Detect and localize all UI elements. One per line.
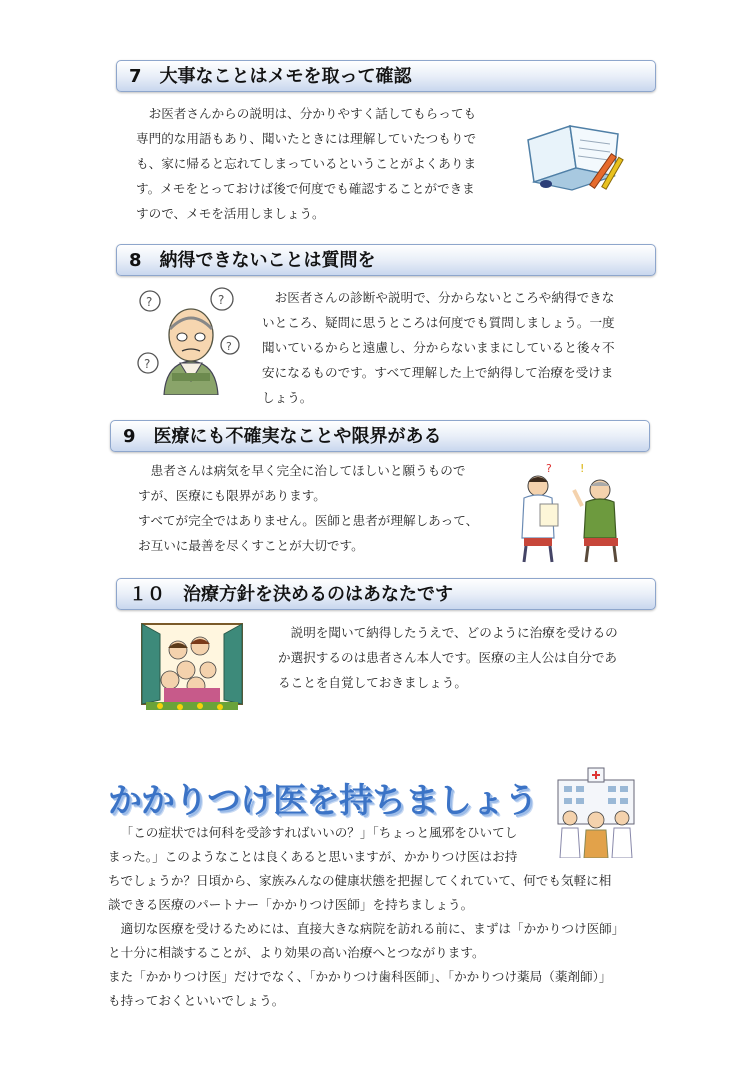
text-line: 談できる医療のパートナー「かかりつけ医師」を持ちましょう。 [108, 897, 474, 912]
text-line: 説明を聞いて納得したうえで、どのように治療を受けるの [290, 625, 618, 640]
kakaritsuke-text [108, 821, 642, 1013]
text-line: また「かかりつけ医」だけでなく、「かかりつけ歯科医師」、「かかりつけ薬局（薬剤師）」 [108, 969, 612, 984]
text-line: しょう。 [262, 390, 313, 405]
text-line: いところ、疑問に思うところは何度でも質問しましょう。一度 [262, 315, 615, 330]
svg-text:?: ? [226, 340, 232, 353]
text-line: か選択するのは患者さん本人です。医療の主人公は自分であ [278, 650, 618, 665]
text-line: すべてが完全ではありません。医師と患者が理解しあって、 [138, 513, 479, 528]
text-line: 聞いているからと遠慮し、分からないままにしていると後々不 [262, 340, 615, 355]
section-number: 8 [129, 250, 142, 271]
text-line: すが、医療にも限界があります。 [138, 488, 326, 503]
section-9-text [138, 458, 504, 558]
svg-text:?: ? [218, 293, 225, 307]
text-line: お医者さんの診断や説明で、分からないところや納得できな [274, 290, 615, 305]
section-title: 大事なことはメモを取って確認 [159, 66, 412, 87]
section-number: 9 [123, 426, 136, 447]
section-10-text [278, 620, 638, 695]
doctor-and-patient-icon [512, 460, 630, 564]
section-7-text [136, 101, 498, 226]
text-line: まった。」このようなことは良くあると思いますが、かかりつけ医はお持 [108, 849, 518, 864]
kakaritsuke-title: かかりつけ医を持ちましょう [108, 781, 537, 821]
section-7-header [116, 60, 656, 92]
section-title: 納得できないことは質問を [159, 250, 376, 271]
svg-text:?: ? [546, 462, 552, 475]
text-line: す。メモをとっておけば後で何度でも確認することができま [136, 181, 475, 196]
text-line: も、家に帰ると忘れてしまっているということがよくありま [136, 156, 477, 171]
text-line: すので、メモを活用しましょう。 [136, 206, 325, 221]
section-9-header [110, 420, 650, 452]
confused-elderly-man-icon [136, 285, 246, 395]
text-line: 「この症状では何科を受診すればいいの？」「ちょっと風邪をひいてし [120, 825, 518, 840]
text-line: 適切な医療を受けるためには、直接大きな病院を訪れる前に、まずは「かかりつけ医師」 [120, 921, 625, 936]
section-title: 医療にも不確実なことや限界がある [153, 426, 442, 447]
svg-text:?: ? [144, 357, 151, 371]
text-line: も持っておくといいでしょう。 [108, 993, 285, 1008]
text-line: ちでしょうか？日頃から、家族みんなの健康状態を把握してくれていて、何でも気軽に相 [108, 873, 612, 888]
text-line: お互いに最善を尽くすことが大切です。 [138, 538, 364, 553]
section-number: 7 [129, 66, 142, 87]
section-number: １０ [129, 584, 165, 605]
notebook-pencil-icon [522, 112, 630, 194]
family-at-window-icon [140, 620, 244, 714]
svg-text:?: ? [146, 295, 153, 309]
text-line: 安になるものです。すべて理解した上で納得して治療を受けま [262, 365, 614, 380]
section-8-text [262, 285, 638, 410]
text-line: 専門的な用語もあり、聞いたときには理解していたつもりで [136, 131, 477, 146]
text-line: と十分に相談することが、より効果の高い治療へとつながります。 [108, 945, 485, 960]
text-line: 患者さんは病気を早く完全に治してほしいと願うもので [150, 463, 466, 478]
svg-text:!: ! [580, 462, 585, 475]
section-title: 治療方針を決めるのはあなたです [183, 584, 453, 605]
text-line: ることを自覚しておきましょう。 [278, 675, 467, 690]
section-8-header [116, 244, 656, 276]
section-10-header [116, 578, 656, 610]
text-line: お医者さんからの説明は、分かりやすく話してもらっても [148, 106, 477, 121]
